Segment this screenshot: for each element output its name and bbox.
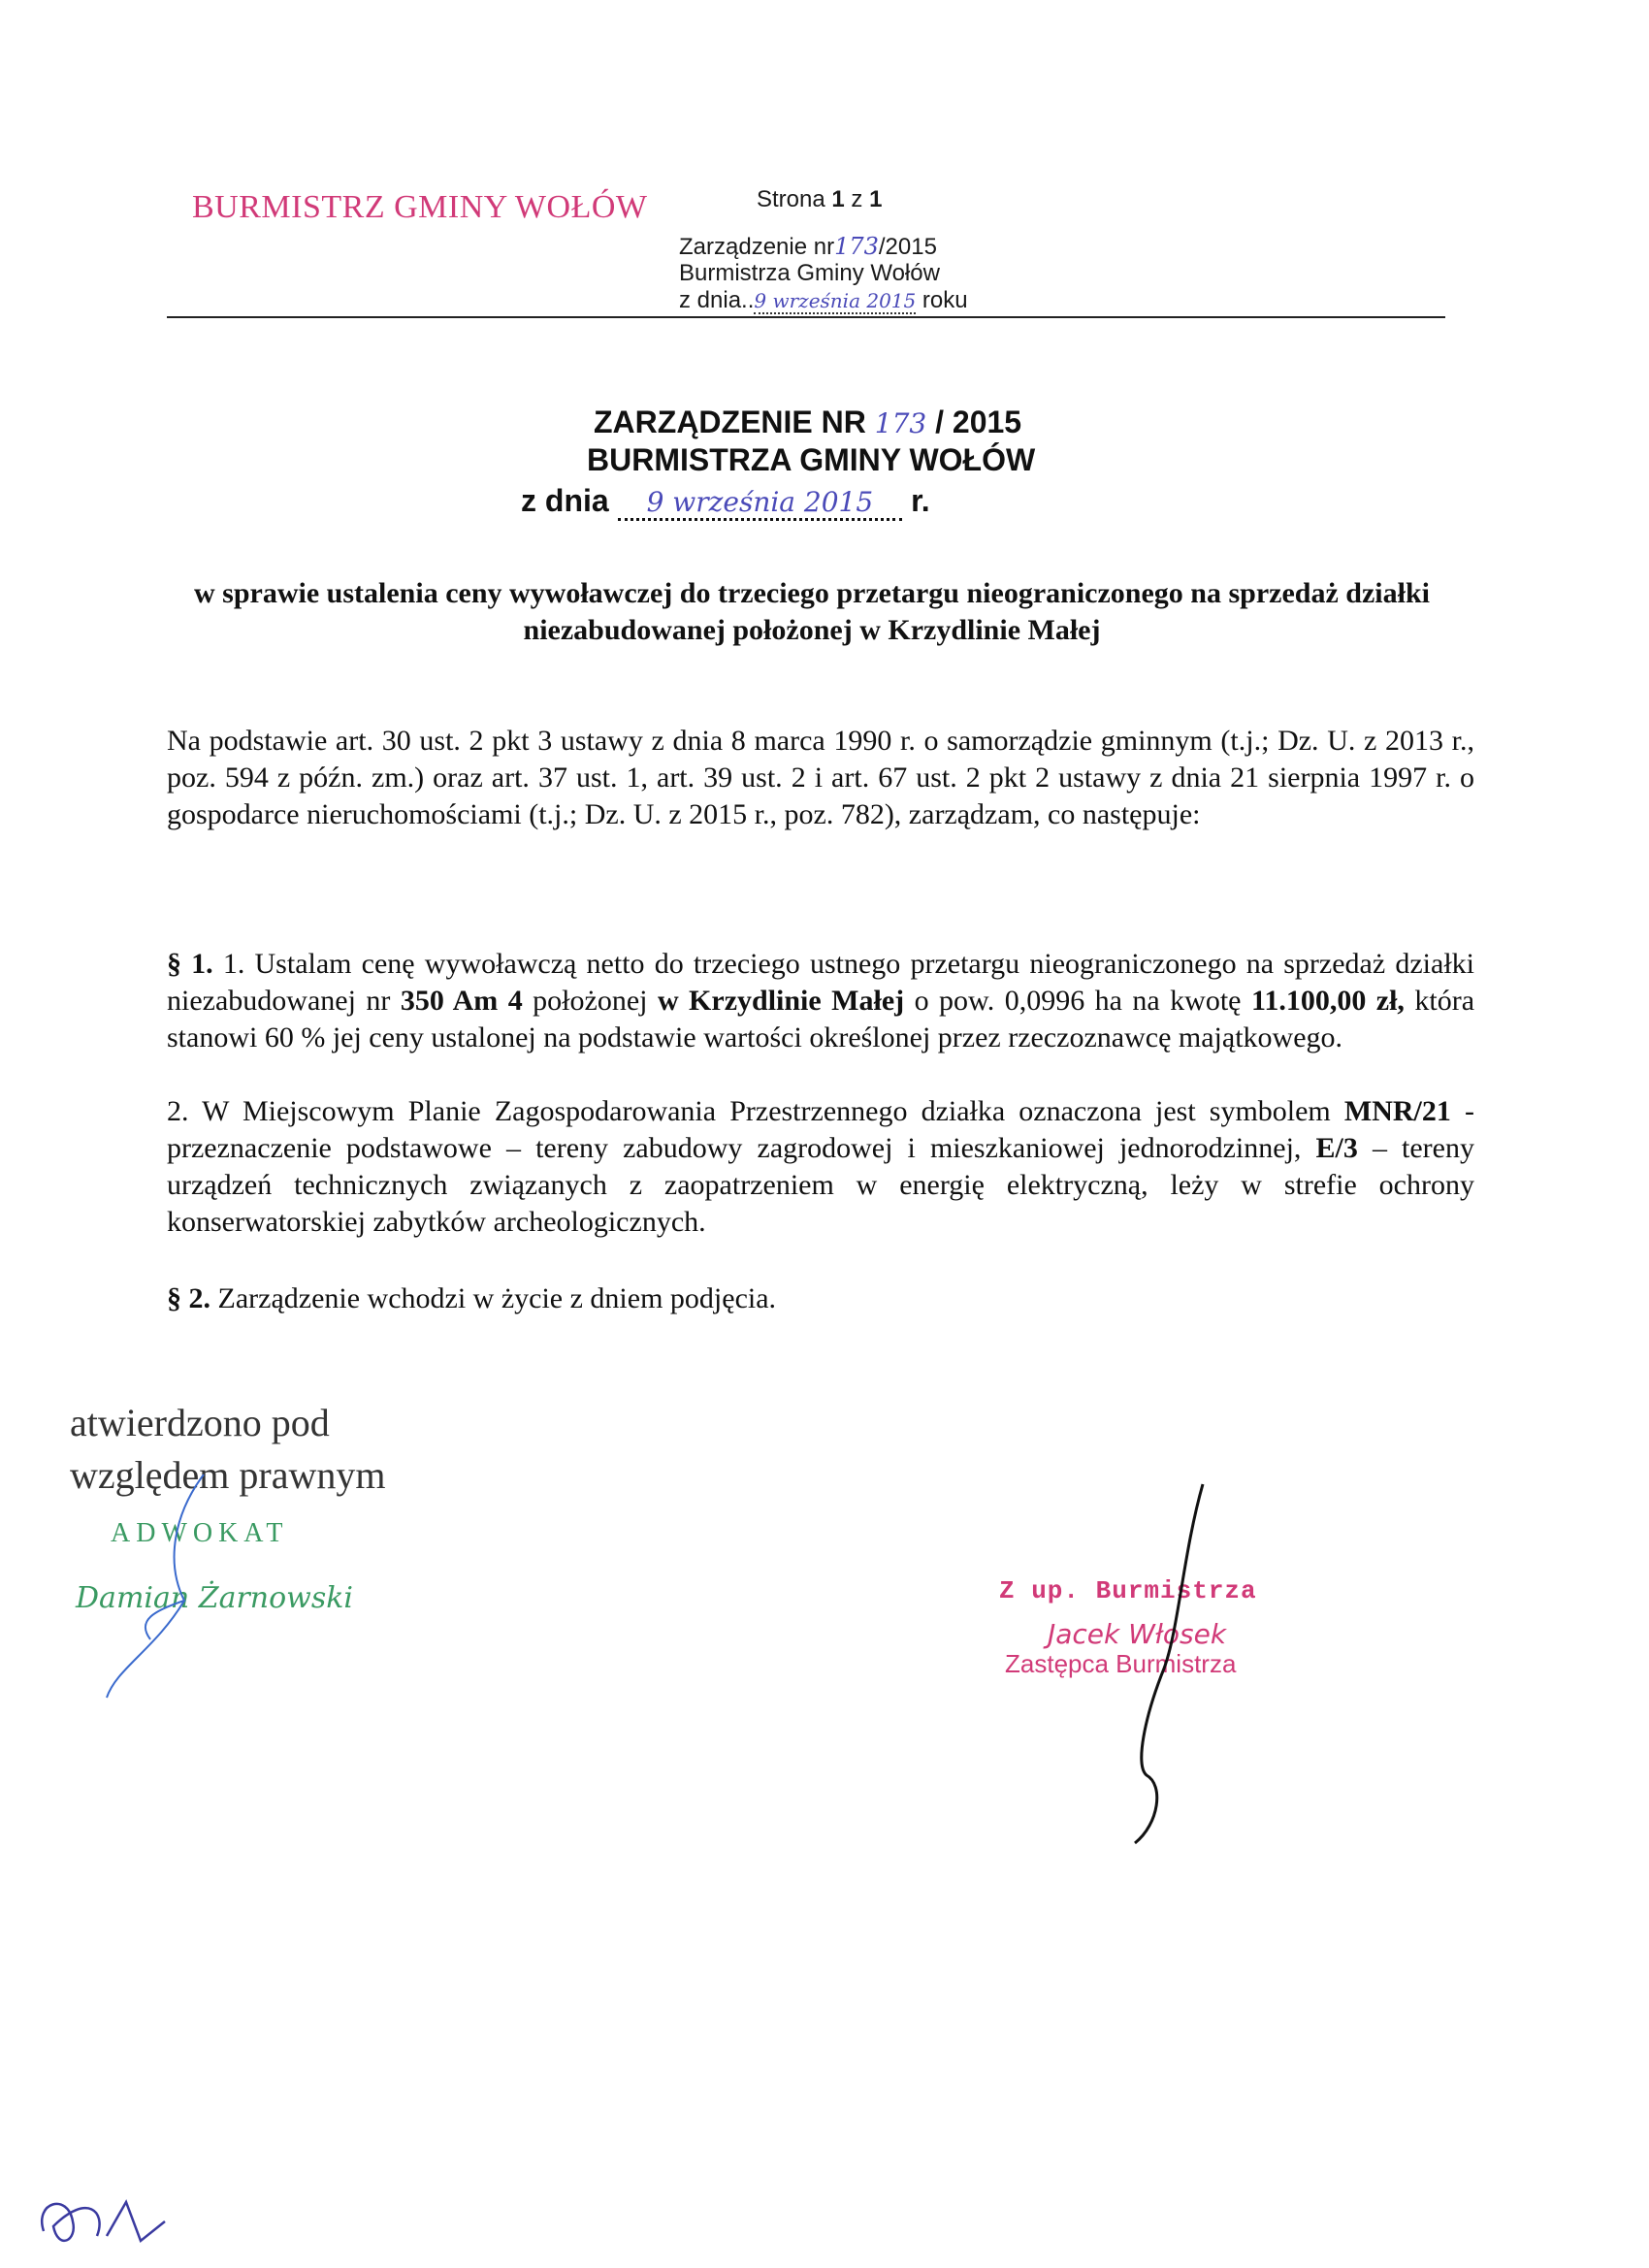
approval-line2: względem prawnym [70,1453,386,1497]
signatory-name: Jacek Włosek [1048,1618,1227,1650]
header-authority: Burmistrza Gminy Wołów [679,260,940,286]
section-1-paragraph-2: 2. W Miejscowym Planie Zagospodarowania Przestrzennego działka oznaczona jest symbolem MNR/21 - przeznaczenie podstawowe – tereny zabudowy zagrodowej i mieszkaniowej jednorodzinnej, E/3 – tereny urządzeń technicznych związanych z zaopatrzeniem w energię elektryczną, leży w strefie ochrony konserwatorskiej zabytków archeologicznych. [167,1095,1474,1238]
approval-name: Damian Żarnowski [76,1581,354,1615]
handwritten-ref-number: 173 [834,233,879,260]
handwritten-title-date: 9 września 2015 [618,486,903,521]
header-divider [167,316,1445,318]
handwritten-header-date: 9 września 2015 [754,289,917,312]
signatory-authorization: Z up. Burmistrza [999,1576,1257,1605]
initials-mark [29,2183,184,2260]
approval-line1: atwierdzono pod [70,1401,330,1444]
section-1-paragraph-1: § 1. 1. Ustalam cenę wywoławczą netto do trzeciego ustnego przetargu nieograniczonego na sprzedaż działki niezabudowanej nr 350 Am 4 położonej w Krzydlinie Małej o pow. 0,0996 ha na kwotę 11.100,00 zł, która stanowi 60 % jej ceny ustalonej na podstawie wartości określonej przez rzeczoznawcę majątkowego. [167,948,1475,1053]
title-line1: ZARZĄDZENIE NR 173 / 2015 [594,405,1022,439]
lawyer-signature [58,1455,252,1707]
signatory-role: Zastępca Burmistrza [1005,1649,1237,1678]
preamble: Na podstawie art. 30 ust. 2 pkt 3 ustawy z dnia 8 marca 1990 r. o samorządzie gminnym (t.j.; Dz. U. z 2013 r., poz. 594 z późn. zm.) oraz art. 37 ust. 1, art. 39 ust. 2 i art. 67 ust. 2 pkt 2 ustawy z dnia 21 sierpnia 1997 r. o gospodarce nieruchomościami (t.j.; Dz. U. z 2015 r., poz. 782), zarządzam, co następuje: [167,725,1474,830]
mayor-signature [1106,1474,1222,1863]
title-line2: BURMISTRZA GMINY WOŁÓW [587,442,1036,477]
header-date: z dnia..9 września 2015 roku [679,287,968,313]
header-ref: Zarządzenie nr173/2015 [679,233,937,260]
approval-role: ADWOKAT [111,1518,289,1548]
page-counter: Strona 1 z 1 [757,186,883,212]
title-date: z dnia 9 września 2015 r. [521,483,930,519]
handwritten-title-number: 173 [874,407,927,439]
document-subject: w sprawie ustalenia ceny wywoławczej do trzeciego przetargu nieograniczonego na sprzedaż działki niezabudowanej położonej w Krzydlinie Małej [194,577,1430,646]
issuer-stamp: BURMISTRZ GMINY WOŁÓW [192,189,648,225]
section-2: § 2. Zarządzenie wchodzi w życie z dniem podjęcia. [167,1282,777,1314]
